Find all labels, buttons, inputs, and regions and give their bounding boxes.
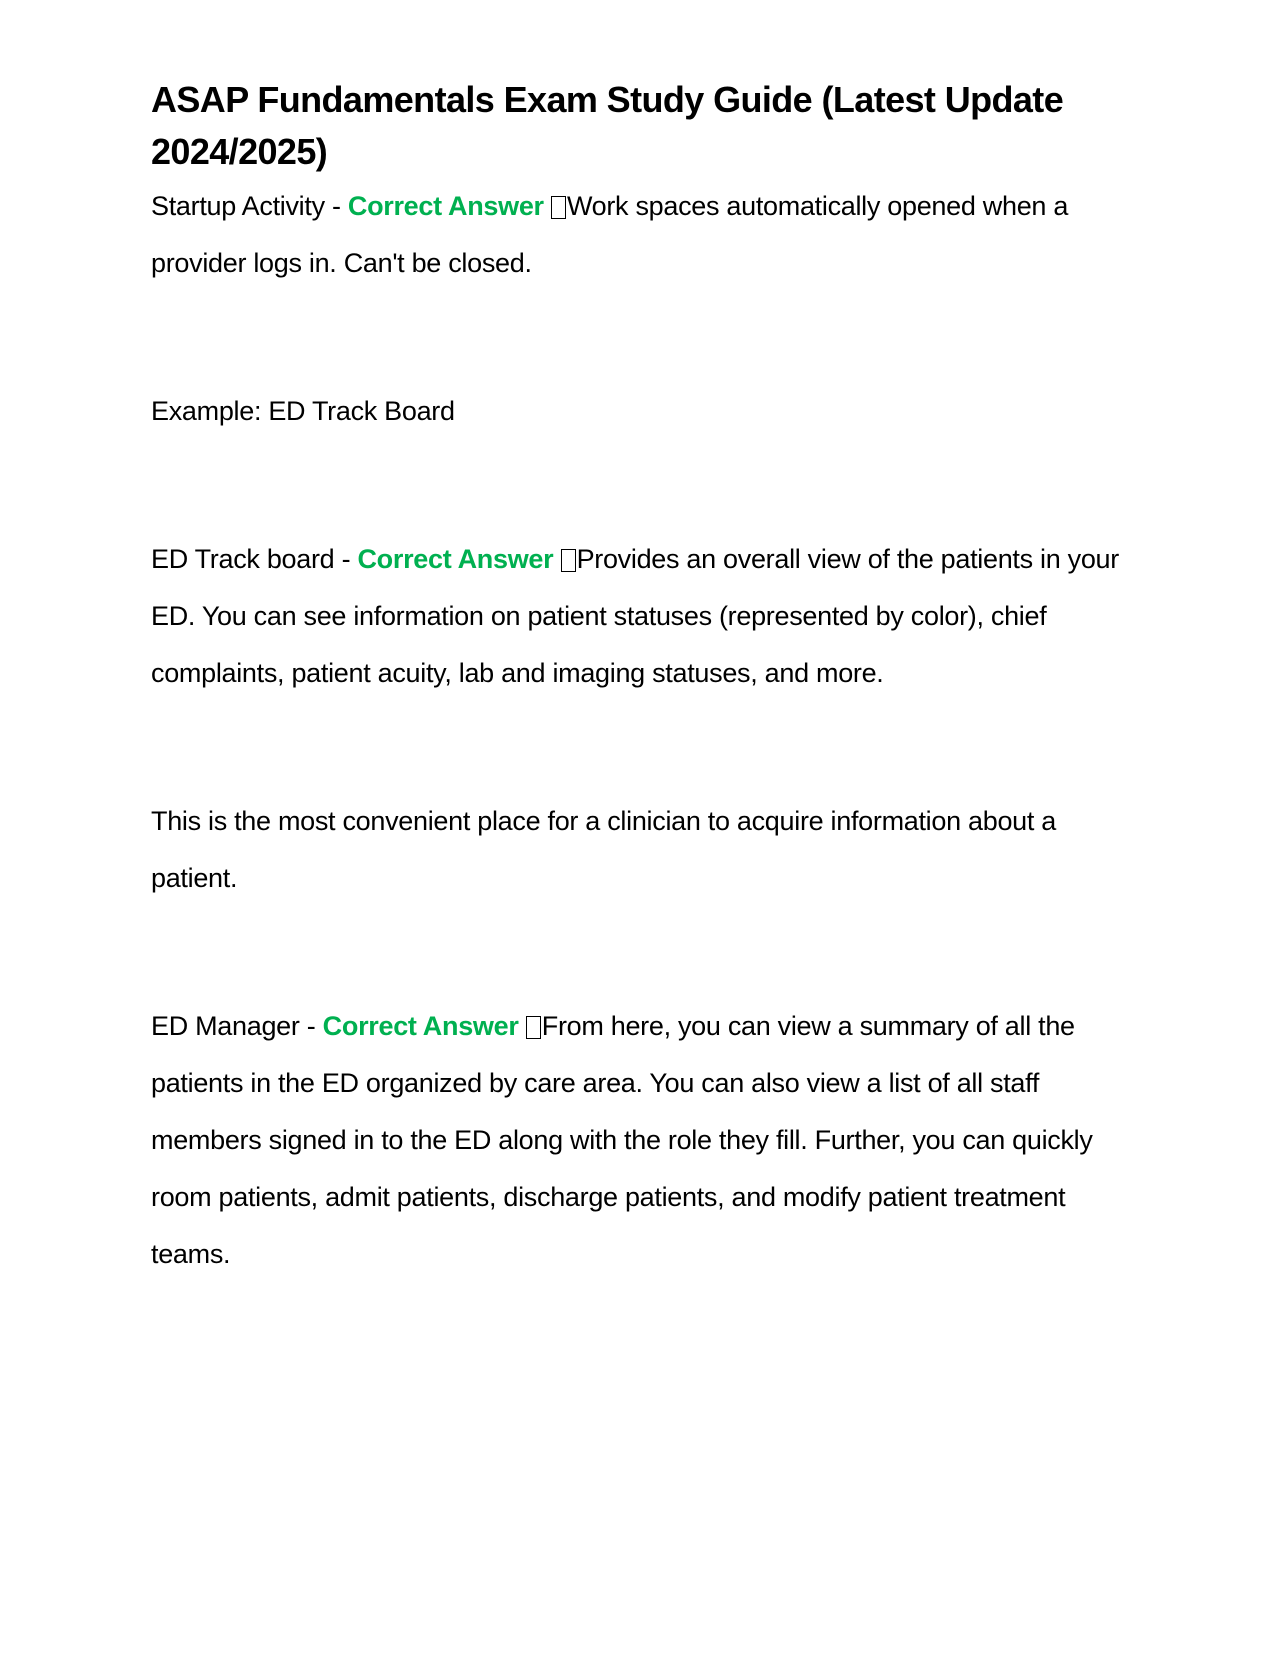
correct-answer-label: Correct Answer <box>357 544 554 574</box>
correct-answer-label: Correct Answer <box>347 191 544 221</box>
correct-answer-label: Correct Answer <box>322 1011 519 1041</box>
term-label: ED Manager - <box>151 1011 323 1041</box>
convenience-paragraph: This is the most convenient place for a clinician to acquire information about a patient. <box>151 806 1056 893</box>
qa-entry-ed-manager <box>151 998 1131 1283</box>
answer-text: Provides an overall view of the patients in your ED. You can see information on patient statuses (represented by color), chief complaints, patient acuity, lab and imaging statuses, and more. <box>151 544 1119 688</box>
answer-text: Work spaces automatically opened when a provider logs in. Can't be closed. <box>151 191 1069 278</box>
missing-glyph-icon <box>561 549 576 572</box>
answer-text: From here, you can view a summary of all the patients in the ED organized by care area. You can also view a list of all staff members signed in to the ED along with the role they fill. Further, you can quickly room patients, admit patients, discharge patients, and modify patient treatment teams. <box>151 1011 1093 1269</box>
term-label: Startup Activity - <box>151 191 348 221</box>
missing-glyph-icon <box>526 1016 541 1039</box>
document-page <box>151 74 1131 1283</box>
document-title: ASAP Fundamentals Exam Study Guide (Latest Update 2024/2025) <box>151 79 1064 172</box>
qa-entry-ed-track-board <box>151 531 1131 702</box>
example-paragraph: Example: ED Track Board <box>151 396 455 426</box>
missing-glyph-icon <box>551 196 566 219</box>
qa-entry-startup-activity <box>151 178 1131 292</box>
term-label: ED Track board - <box>151 544 358 574</box>
